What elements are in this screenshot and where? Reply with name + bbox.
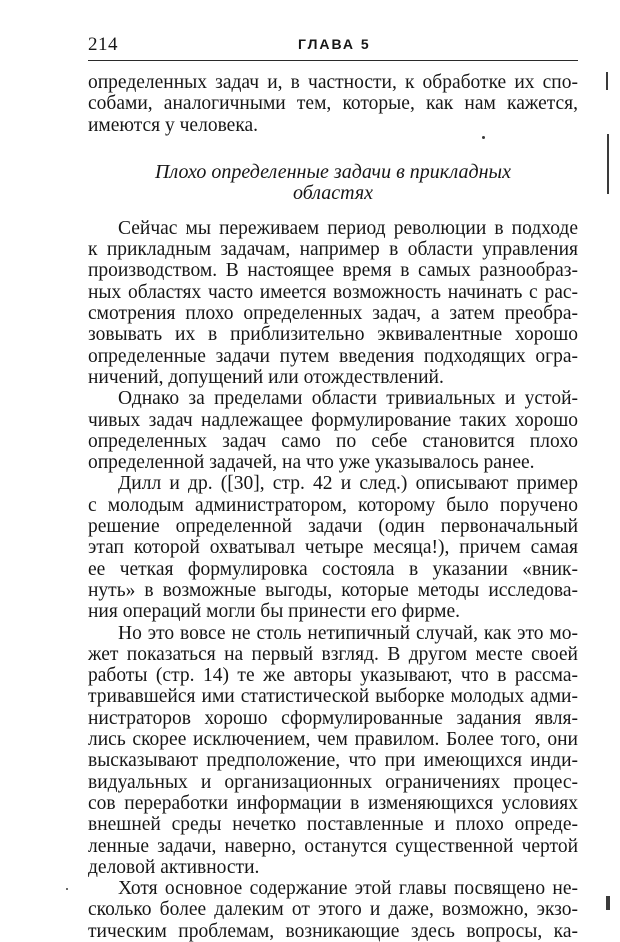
chapter-title: ГЛАВА 5 xyxy=(298,36,371,52)
text-line: ленные задачи, наверно, останутся существенной чертой xyxy=(88,835,578,857)
text-line: определенные задачи путем введения подходящих огра- xyxy=(88,345,578,367)
text-line: сов переработки информации в изменяющихся условиях xyxy=(88,792,578,814)
text-line: Сейчас мы переживаем период революции в подходе xyxy=(118,217,578,239)
text-line: зовывать их в приблизительно эквивалентные хорошо xyxy=(88,324,578,346)
scan-artifact-mark xyxy=(607,134,609,194)
text-line: Но это вовсе не столь нетипичный случай, как это мо- xyxy=(118,622,578,644)
text-line: Хотя основное содержание этой главы посвящено не- xyxy=(118,878,578,900)
text-line: смотрения плохо определенных задач, а затем преобра- xyxy=(88,303,578,325)
text-line: собами, аналогичными тем, которые, как нам кажется, xyxy=(88,93,578,115)
header-rule xyxy=(88,60,578,61)
text-line: ния операций могли бы принести его фирме. xyxy=(88,601,461,623)
section-heading xyxy=(88,162,578,204)
text-line: работы (стр. 14) те же авторы указывают, что в рассма- xyxy=(88,665,578,687)
text-line: Однако за пределами области тривиальных и устой- xyxy=(118,388,578,410)
scan-artifact-mark xyxy=(606,896,610,910)
text-line: решение определенной задачи (один первоначальный xyxy=(88,516,578,538)
text-line: внешней среды нечетко поставленные и плохо опреде- xyxy=(88,814,578,836)
text-line: высказывают предположение, что при имеющихся инди- xyxy=(88,750,578,772)
text-line: чивых задач надлежащее формулирование таких хорошо xyxy=(88,409,578,431)
text-line: имеются у человека. xyxy=(88,114,259,136)
text-line: деловой активности. xyxy=(88,856,260,878)
text-line: производством. В настоящее время в самых разнообраз- xyxy=(88,260,578,282)
text-line: тическим проблемам, возникающие здесь вопросы, ка- xyxy=(88,920,578,942)
text-line: определенных задач само по себе становится плохо xyxy=(88,430,578,452)
text-line: определенной задачей, на что уже указывалось ранее. xyxy=(88,452,535,474)
text-line: ничений, допущений или отождествлений. xyxy=(88,366,444,388)
text-line: лись скорее исключением, чем правилом. Более того, они xyxy=(88,729,578,751)
running-head xyxy=(88,34,578,58)
paragraph-3 xyxy=(88,473,578,622)
text-line: нуть» в возможные выгоды, которые методы исследова- xyxy=(88,579,578,601)
text-line: видуальных и организационных ограничениях процес- xyxy=(88,771,578,793)
section-heading-line: Плохо определенные задачи в прикладных xyxy=(155,160,511,183)
text-line: тривавшейся ими статистической выборке молодых адми- xyxy=(88,686,578,708)
paragraph-4 xyxy=(88,623,578,879)
text-line: определенных задач и, в частности, к обработке их спо- xyxy=(88,72,578,93)
text-line: Дилл и др. ([30], стр. 42 и след.) описывают пример xyxy=(118,473,578,495)
paragraph-2 xyxy=(88,388,578,473)
text-line: жет показаться на первый взгляд. В другом месте своей xyxy=(88,643,578,665)
scan-artifact-mark xyxy=(606,72,608,90)
intro-paragraph xyxy=(88,72,578,136)
scan-artifact-mark xyxy=(482,136,485,139)
text-line: нистраторов хорошо сформулированные задания явля- xyxy=(88,707,578,729)
text-line: ных областях часто имеется возможность начинать с рас- xyxy=(88,281,578,303)
paragraph-1 xyxy=(88,218,578,388)
text-line: с молодым администратором, которому было поручено xyxy=(88,494,578,516)
text-line: этап которой охватывал четыре месяца!), причем самая xyxy=(88,537,578,559)
text-line: ее четкая формулировка состояла в указании «вник- xyxy=(88,558,578,580)
paragraph-5 xyxy=(88,878,578,942)
body-text xyxy=(88,72,578,942)
text-line: к прикладным задачам, например в области управления xyxy=(88,239,578,261)
text-line: сколько более далеким от этого и даже, возможно, экзо- xyxy=(88,899,578,921)
section-heading-line: областях xyxy=(293,181,373,204)
page-number: 214 xyxy=(88,34,118,55)
scan-artifact-mark xyxy=(66,888,68,890)
